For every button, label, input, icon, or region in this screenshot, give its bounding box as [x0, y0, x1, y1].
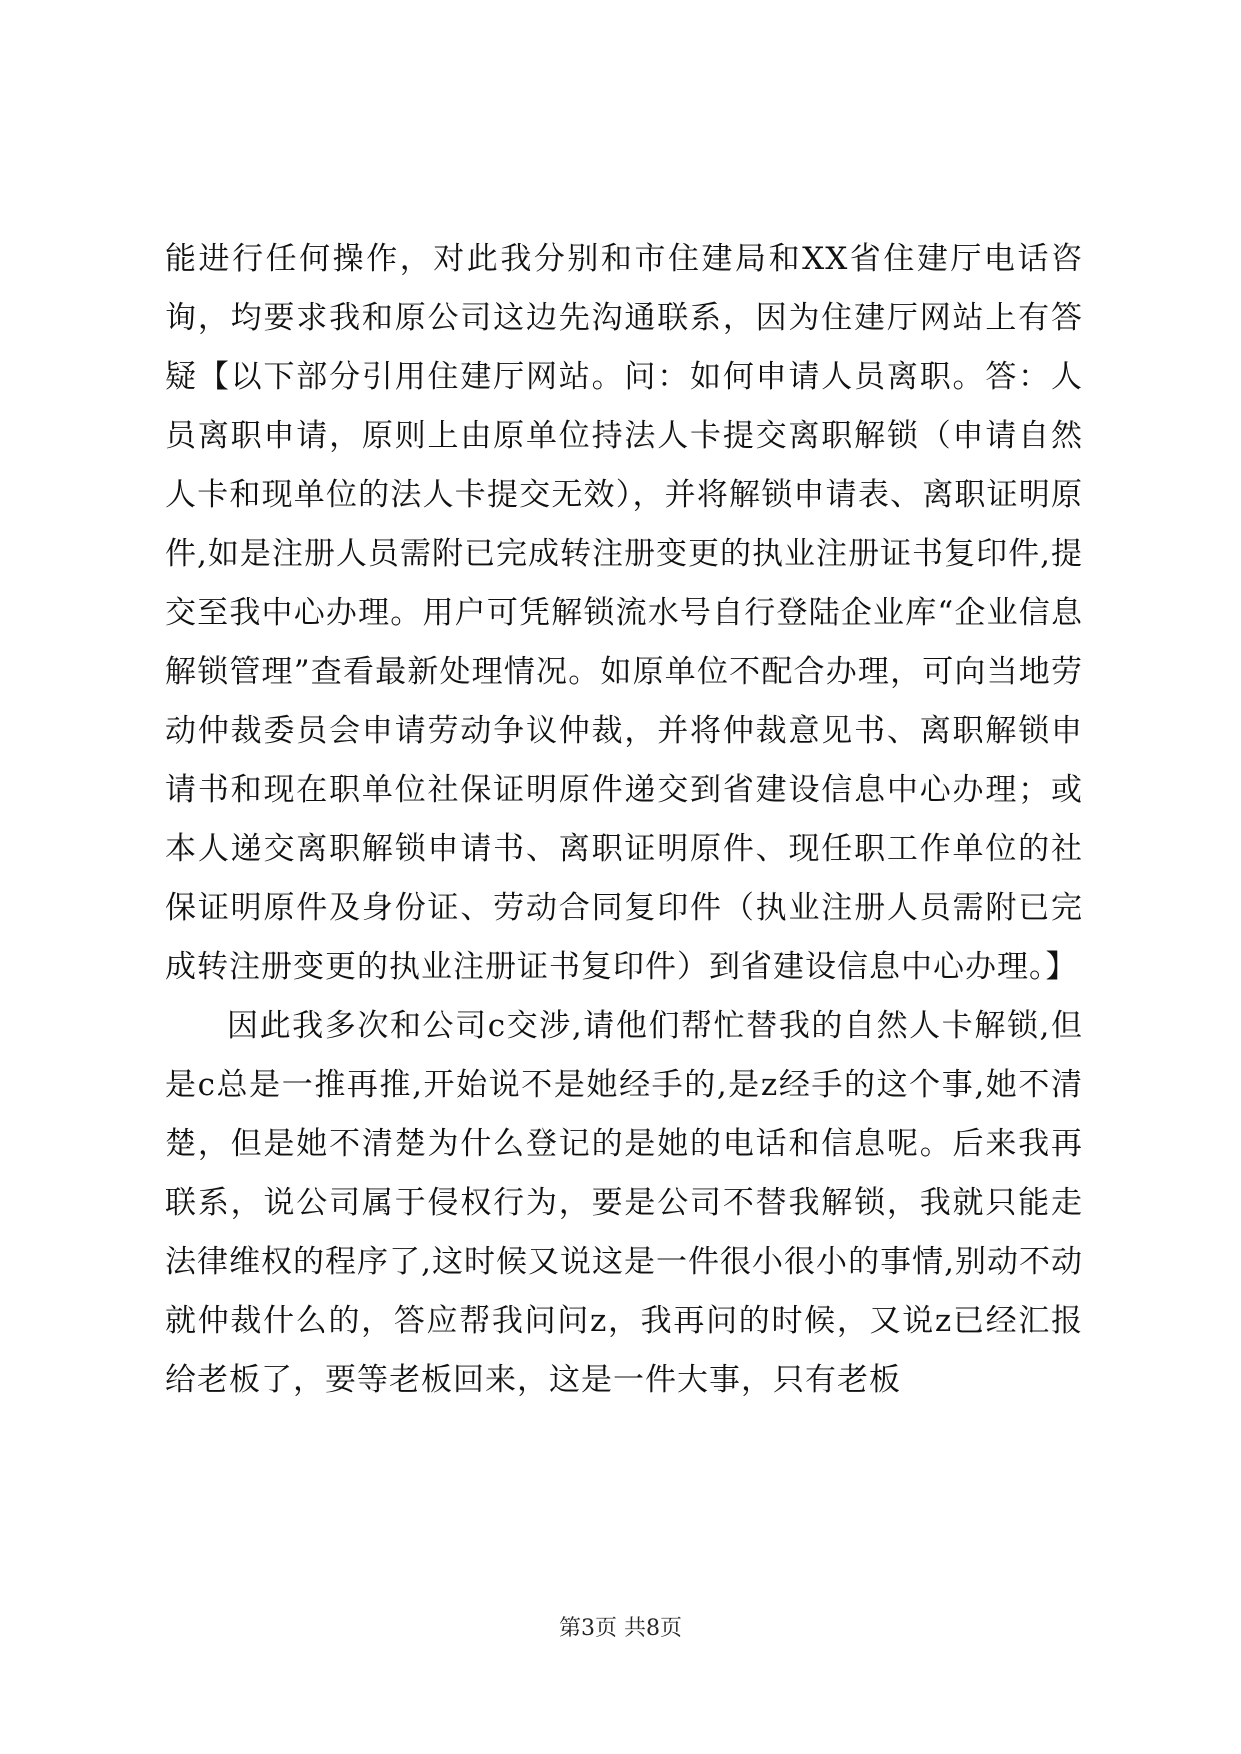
document-body — [165, 230, 1083, 1410]
paragraph-continuation: 能进行任何操作，对此我分别和市住建局和XX省住建厅电话咨询，均要求我和原公司这边先沟通联系，因为住建厅网站上有答疑【以下部分引用住建厅网站。问：如何申请人员离职。答：人员离职申请，原则上由原单位持法人卡提交离职解锁（申请自然人卡和现单位的法人卡提交无效），并将解锁申请表、离职证明原件,如是注册人员需附已完成转注册变更的执业注册证书复印件,提交至我中心办理。用户可凭解锁流水号自行登陆企业库“企业信息解锁管理”查看最新处理情况。如原单位不配合办理，可向当地劳动仲裁委员会申请劳动争议仲裁，并将仲裁意见书、离职解锁申请书和现在职单位社保证明原件递交到省建设信息中心办理；或本人递交离职解锁申请书、离职证明原件、现任职工作单位的社保证明原件及身份证、劳动合同复印件（执业注册人员需附已完成转注册变更的执业注册证书复印件）到省建设信息中心办理。】 — [165, 241, 1083, 985]
page-number-footer: 第3页 共8页 — [559, 1616, 682, 1641]
paragraph-negotiation: 因此我多次和公司c交涉,请他们帮忙替我的自然人卡解锁,但是c总是一推再推,开始说不是她经手的,是z经手的这个事,她不清楚，但是她不清楚为什么登记的是她的电话和信息呢。后来我再联系，说公司属于侵权行为，要是公司不替我解锁，我就只能走法律维权的程序了,这时候又说这是一件很小很小的事情,别动不动就仲裁什么的，答应帮我问问z，我再问的时候，又说z已经汇报给老板了，要等老板回来，这是一件大事，只有老板 — [165, 1008, 1083, 1398]
